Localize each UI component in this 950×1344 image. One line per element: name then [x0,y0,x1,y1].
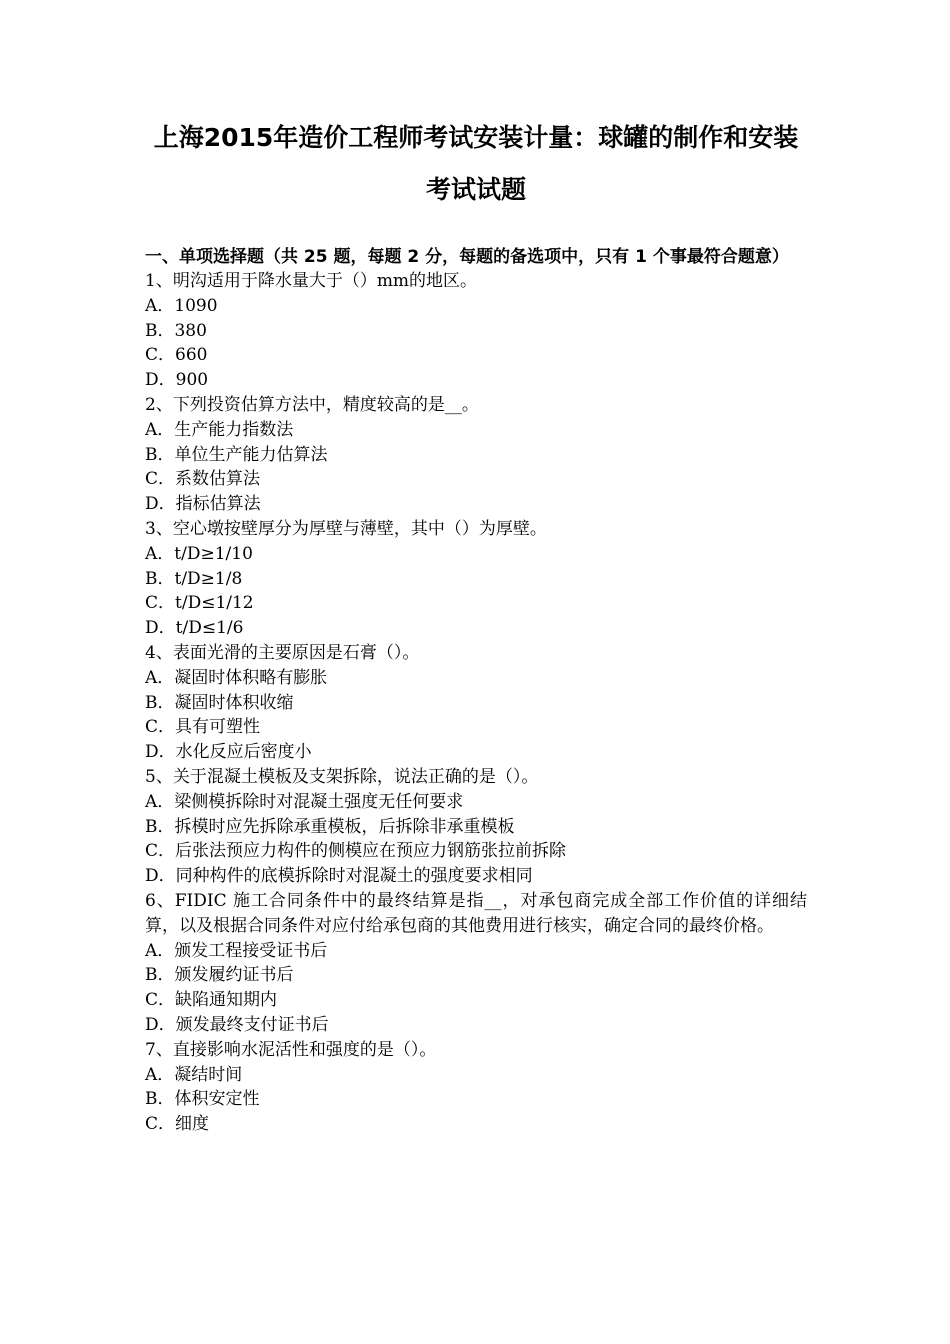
question-list [145,269,807,1137]
answer-option: D．同种构件的底模拆除时对混凝土的强度要求相同 [145,866,533,887]
answer-option: C．缺陷通知期内 [145,990,278,1011]
question-stem: 7、直接影响水泥活性和强度的是（）。 [145,1039,437,1060]
answer-option: B．体积安定性 [145,1089,260,1110]
question-stem: 5、关于混凝土模板及支架拆除，说法正确的是（）。 [145,766,539,787]
question-block [145,517,807,641]
answer-option: C．系数估算法 [145,469,261,490]
answer-option: D．指标估算法 [145,494,261,515]
question-block [145,889,807,1038]
question-block [145,269,807,393]
answer-option: B．拆模时应先拆除承重模板，后拆除非承重模板 [145,816,515,837]
answer-option: A．1090 [145,295,218,316]
answer-option: C．t/D≤1/12 [145,593,254,614]
answer-option: A．颁发工程接受证书后 [145,940,328,961]
answer-option: D．900 [145,370,209,391]
answer-option: D．t/D≤1/6 [145,618,244,639]
question-block [145,393,807,517]
answer-option: B．单位生产能力估算法 [145,444,328,465]
title-line-2: 考试试题 [425,175,526,204]
answer-option: C．细度 [145,1114,210,1135]
question-stem: 4、表面光滑的主要原因是石膏（）。 [145,642,420,663]
question-stem: 2、下列投资估算方法中，精度较高的是__。 [145,394,479,415]
question-stem: 3、空心墩按壁厚分为厚壁与薄壁，其中（）为厚壁。 [145,518,547,539]
answer-option: A．t/D≥1/10 [145,543,253,564]
answer-option: B．380 [145,320,207,341]
answer-option: C．具有可塑性 [145,717,261,738]
answer-option: D．水化反应后密度小 [145,742,312,763]
question-stem: 1、明沟适用于降水量大于（）mm的地区。 [145,271,478,291]
question-block [145,765,807,889]
answer-option: B．凝固时体积收缩 [145,692,294,713]
answer-option: A．生产能力指数法 [145,419,294,440]
section-heading: 一、单项选择题（共 25 题，每题 2 分，每题的备选项中，只有 1 个事最符合题意） [145,247,789,267]
title-line-1: 上海2015年造价工程师考试安装计量：球罐的制作和安装 [153,123,799,152]
question-block [145,641,807,765]
answer-option: B．t/D≥1/8 [145,568,243,589]
document-page [145,112,807,1137]
question-block [145,1038,807,1137]
document-title [145,112,807,216]
answer-option: C．后张法预应力构件的侧模应在预应力钢筋张拉前拆除 [145,841,567,862]
answer-option: A．凝结时间 [145,1064,243,1085]
answer-option: C．660 [145,345,208,366]
answer-option: B．颁发履约证书后 [145,965,294,986]
question-stem: 6、FIDIC 施工合同条件中的最终结算是指__，对承包商完成全部工作价值的详细结算，以及根据合同条件对应付给承包商的其他费用进行核实，确定合同的最终价格。 [145,890,807,936]
answer-option: A．凝固时体积略有膨胀 [145,667,328,688]
answer-option: D．颁发最终支付证书后 [145,1014,329,1035]
answer-option: A．梁侧模拆除时对混凝土强度无任何要求 [145,791,464,812]
